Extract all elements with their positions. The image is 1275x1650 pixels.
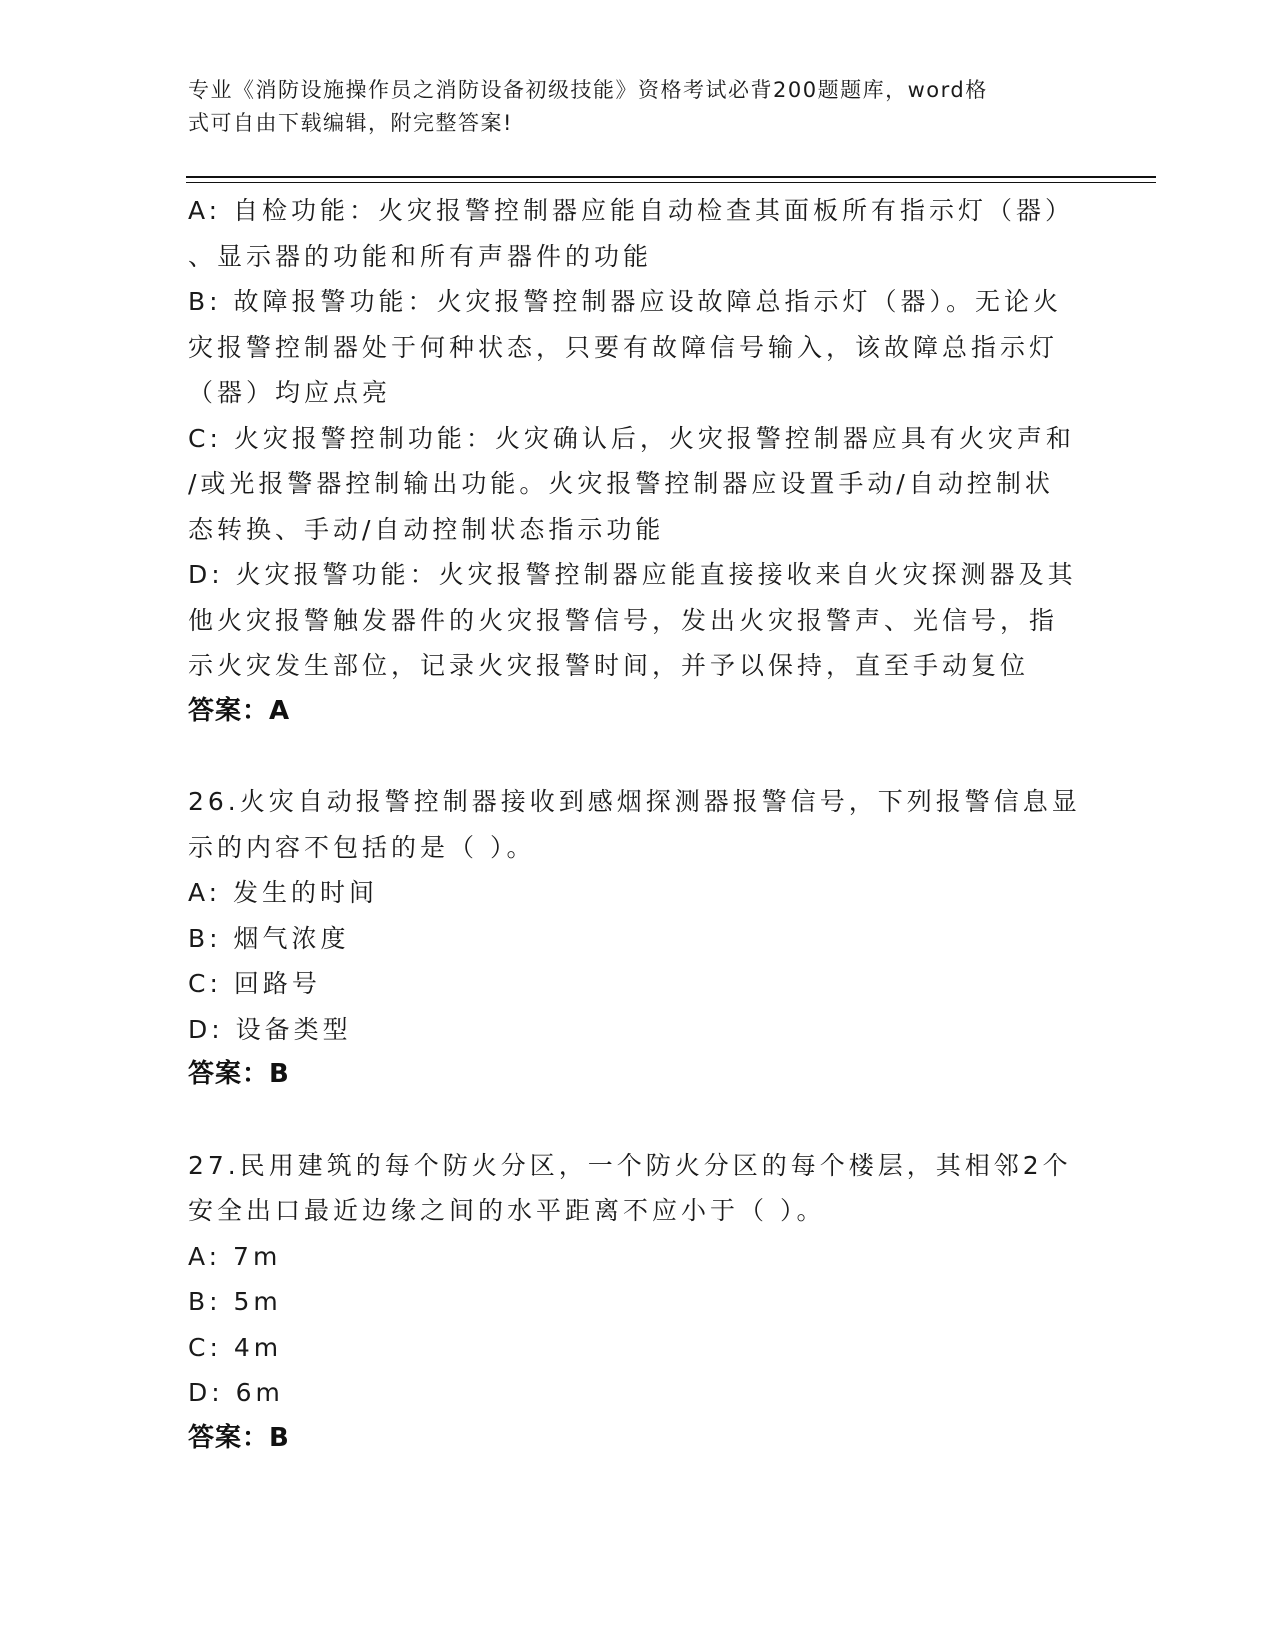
option-a-line-1: A: 自检功能：火灾报警控制器应能自动检查其面板所有指示灯（器） <box>188 196 1075 225</box>
question-27-stem-line-2: 安全出口最近边缘之间的水平距离不应小于（ ）。 <box>188 1196 826 1225</box>
option-b-line-3: （器）均应点亮 <box>188 378 392 407</box>
question-26-stem-line-1: 26.火灾自动报警控制器接收到感烟探测器报警信号，下列报警信息显 <box>188 787 1081 816</box>
question-25-options <box>188 188 1088 734</box>
option-d-line-3: 示火灾发生部位，记录火灾报警时间，并予以保持，直至手动复位 <box>188 651 1030 680</box>
header-line-1: 专业《消防设施操作员之消防设备初级技能》资格考试必背200题题库，word格 <box>188 78 988 102</box>
question-27 <box>188 1143 1088 1462</box>
document-header <box>188 74 1088 140</box>
question-26-option-b: B: 烟气浓度 <box>188 923 350 953</box>
question-27-option-a: A: 7m <box>188 1241 282 1271</box>
header-rule-thin <box>186 182 1156 183</box>
question-27-option-b: B: 5m <box>188 1287 282 1316</box>
option-b-line-2: 灾报警控制器处于何种状态，只要有故障信号输入，该故障总指示灯 <box>188 332 1059 362</box>
question-26 <box>188 779 1088 1098</box>
option-c-line-2: /或光报警器控制输出功能。火灾报警控制器应设置手动/自动控制状 <box>188 469 1054 498</box>
question-27-stem-line-1: 27.民用建筑的每个防火分区，一个防火分区的每个楼层，其相邻2个 <box>188 1150 1072 1180</box>
answer-25: 答案：A <box>188 695 291 726</box>
question-content <box>188 188 1088 1461</box>
option-b-line-1: B: 故障报警功能：火灾报警控制器应设故障总指示灯（器）。无论火 <box>188 287 1063 316</box>
option-d-line-2: 他火灾报警触发器件的火灾报警信号，发出火灾报警声、光信号，指 <box>188 605 1059 635</box>
question-spacer <box>188 1098 1088 1143</box>
option-a-line-2: 、显示器的功能和所有声器件的功能 <box>188 241 653 271</box>
question-27-option-d: D: 6m <box>188 1378 284 1407</box>
question-26-option-c: C: 回路号 <box>188 969 321 998</box>
question-26-option-a: A: 发生的时间 <box>188 878 379 907</box>
question-26-stem-line-2: 示的内容不包括的是（ ）。 <box>188 832 536 862</box>
option-c-line-3: 态转换、手动/自动控制状态指示功能 <box>188 514 665 544</box>
question-spacer <box>188 734 1088 779</box>
header-line-2: 式可自由下载编辑，附完整答案! <box>188 111 513 135</box>
option-d-line-1: D: 火灾报警功能：火灾报警控制器应能直接接收来自火灾探测器及其 <box>188 560 1077 589</box>
answer-27: 答案：B <box>188 1422 290 1453</box>
question-27-option-c: C: 4m <box>188 1332 283 1362</box>
question-26-option-d: D: 设备类型 <box>188 1014 352 1044</box>
answer-26: 答案：B <box>188 1059 290 1089</box>
option-c-line-1: C: 火灾报警控制功能：火灾确认后，火灾报警控制器应具有火灾声和 <box>188 423 1075 453</box>
header-rule-thick <box>186 176 1156 178</box>
